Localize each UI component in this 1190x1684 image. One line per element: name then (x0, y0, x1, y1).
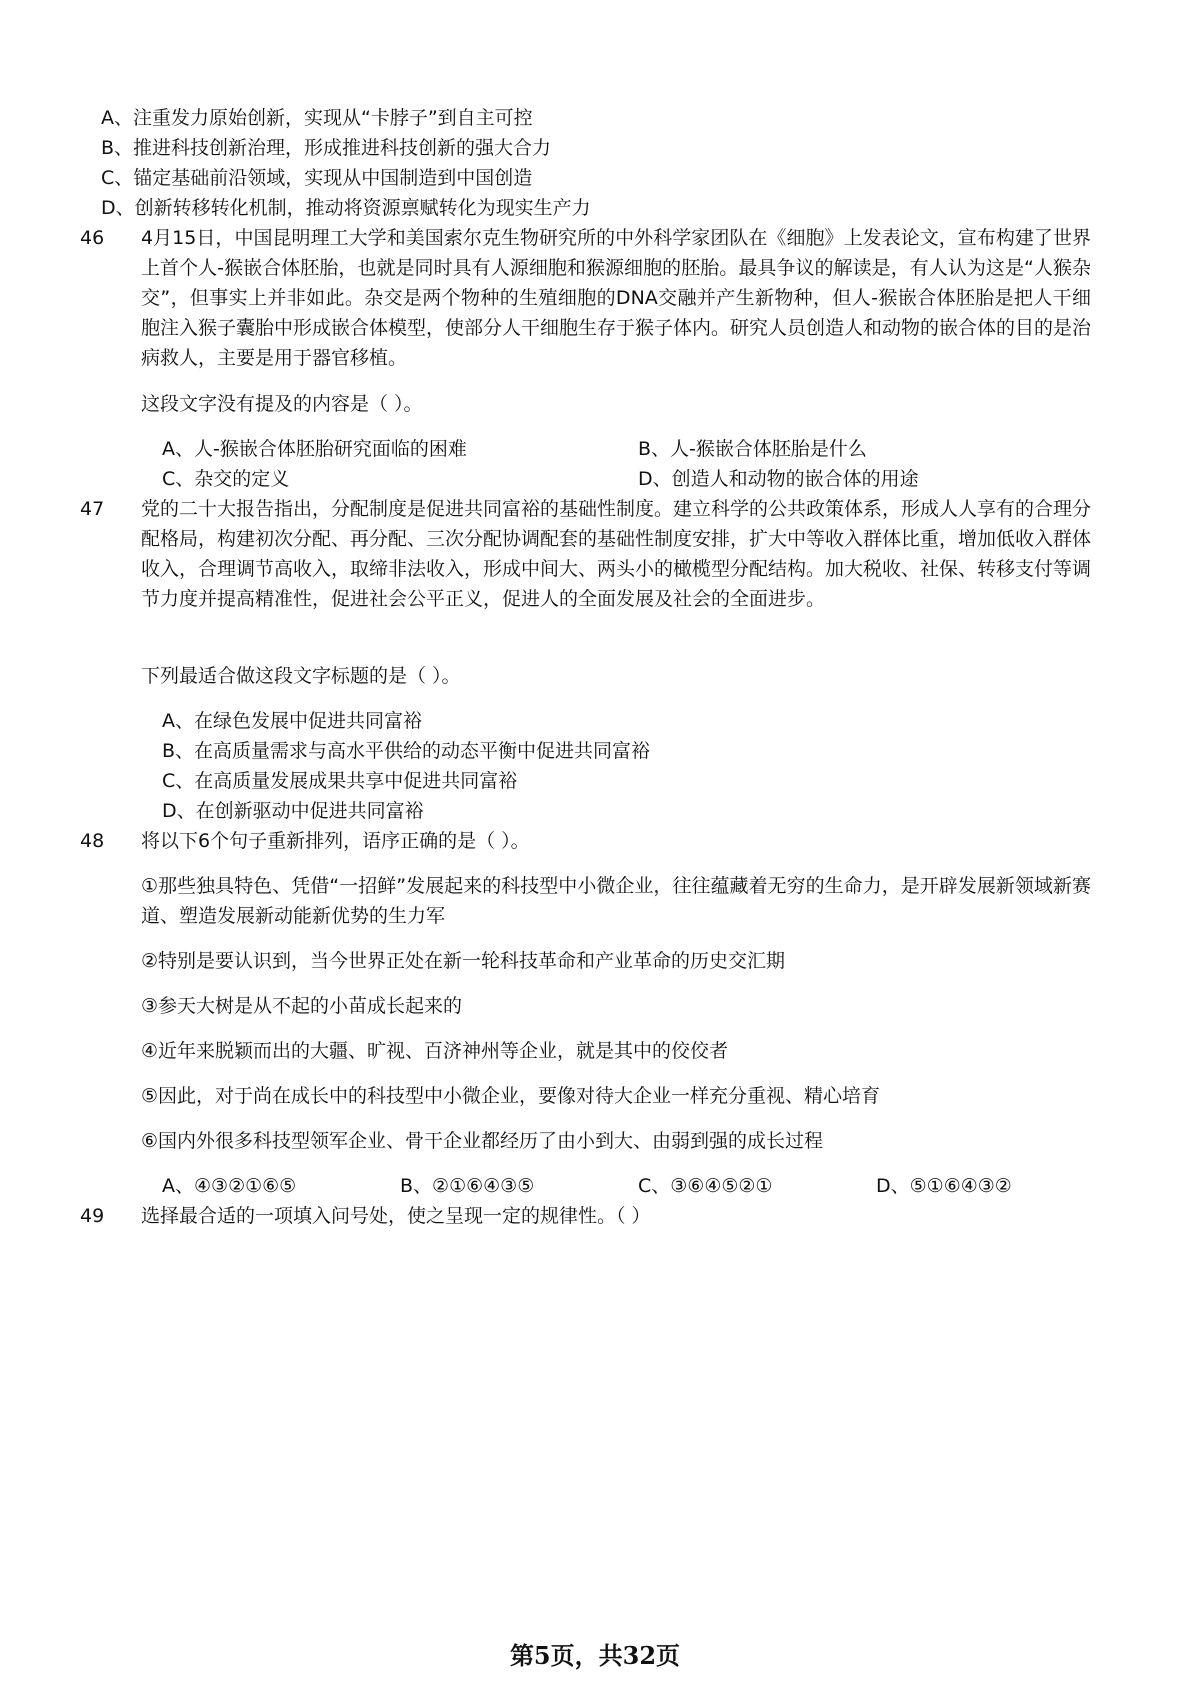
question-47-stem: 下列最适合做这段文字标题的是（ ）。 (141, 665, 461, 687)
question-46-stem: 这段文字没有提及的内容是（ ）。 (141, 393, 423, 415)
question-48-sentence-2: ②特别是要认识到，当今世界正处在新一轮科技革命和产业革命的历史交汇期 (141, 950, 786, 972)
question-48-sentence-1: ①那些独具特色、凭借“一招鲜”发展起来的科技型中小微企业，往往蕴藏着无穷的生命力，是开辟发展新领域新赛道、塑造发展新动能新优势的生力军 (141, 875, 1091, 927)
page-footer: 第5页，共32页 (509, 1641, 681, 1670)
question-number-49: 49 (80, 1205, 105, 1227)
question-47-option-d: D、在创新驱动中促进共同富裕 (162, 800, 424, 822)
question-46-option-c: C、杂交的定义 (162, 468, 290, 490)
question-48-option-d: D、⑤①⑥④③② (876, 1175, 1012, 1197)
question-46-option-d: D、创造人和动物的嵌合体的用途 (638, 468, 919, 490)
question-46-paragraph: 4月15日，中国昆明理工大学和美国索尔克生物研究所的中外科学家团队在《细胞》上发表论文，宣布构建了世界上首个人-猴嵌合体胚胎，也就是同时具有人源细胞和猴源细胞的胚胎。最具争议的解读是，有人认为这是“人猴杂交”，但事实上并非如此。杂交是两个物种的生殖细胞的DNA交融并产生新物种，但人-猴嵌合体胚胎是把人干细胞注入猴子囊胎中形成嵌合体模型，使部分人干细胞生存于猴子体内。研究人员创造人和动物的嵌合体的目的是治病救人，主要是用于器官移植。 (141, 227, 1092, 369)
question-number-47: 47 (80, 498, 105, 520)
question-46-option-a: A、人-猴嵌合体胚胎研究面临的困难 (162, 438, 467, 460)
question-49-stem: 选择最合适的一项填入问号处，使之呈现一定的规律性。（ ） (141, 1205, 651, 1227)
question-48-option-b: B、②①⑥④③⑤ (400, 1175, 535, 1197)
question-48-sentence-3: ③参天大树是从不起的小苗成长起来的 (141, 995, 463, 1017)
question-number-48: 48 (80, 830, 105, 852)
question-48-option-c: C、③⑥④⑤②① (638, 1175, 773, 1197)
question-47-option-c: C、在高质量发展成果共享中促进共同富裕 (162, 770, 518, 792)
question-number-46: 46 (80, 227, 105, 249)
question-48-sentence-4: ④近年来脱颖而出的大疆、旷视、百济神州等企业，就是其中的佼佼者 (141, 1040, 729, 1062)
question-48-sentence-5: ⑤因此，对于尚在成长中的科技型中小微企业，要像对待大企业一样充分重视、精心培育 (141, 1085, 881, 1107)
question-47-option-a: A、在绿色发展中促进共同富裕 (162, 710, 422, 732)
prev-option-a: A、注重发力原始创新，实现从“卡脖子”到自主可控 (101, 107, 533, 129)
question-48-option-a: A、④③②①⑥⑤ (162, 1175, 297, 1197)
prev-option-b: B、推进科技创新治理，形成推进科技创新的强大合力 (101, 137, 552, 159)
question-48-stem: 将以下6个句子重新排列，语序正确的是（ ）。 (141, 830, 530, 852)
prev-option-c: C、锚定基础前沿领域，实现从中国制造到中国创造 (101, 167, 533, 189)
question-47-paragraph: 党的二十大报告指出，分配制度是促进共同富裕的基础性制度。建立科学的公共政策体系，形成人人享有的合理分配格局，构建初次分配、再分配、三次分配协调配套的基础性制度安排，扩大中等收入群体比重，增加低收入群体收入，合理调节高收入，取缔非法收入，形成中间大、两头小的橄榄型分配结构。加大税收、社保、转移支付等调节力度并提高精准性，促进社会公平正义，促进人的全面发展及社会的全面进步。 (141, 498, 1092, 610)
prev-option-d: D、创新转移转化机制，推动将资源禀赋转化为现实生产力 (101, 197, 591, 219)
question-48-sentence-6: ⑥国内外很多科技型领军企业、骨干企业都经历了由小到大、由弱到强的成长过程 (141, 1130, 824, 1152)
question-47-option-b: B、在高质量需求与高水平供给的动态平衡中促进共同富裕 (162, 740, 651, 762)
question-46-option-b: B、人-猴嵌合体胚胎是什么 (638, 438, 867, 460)
